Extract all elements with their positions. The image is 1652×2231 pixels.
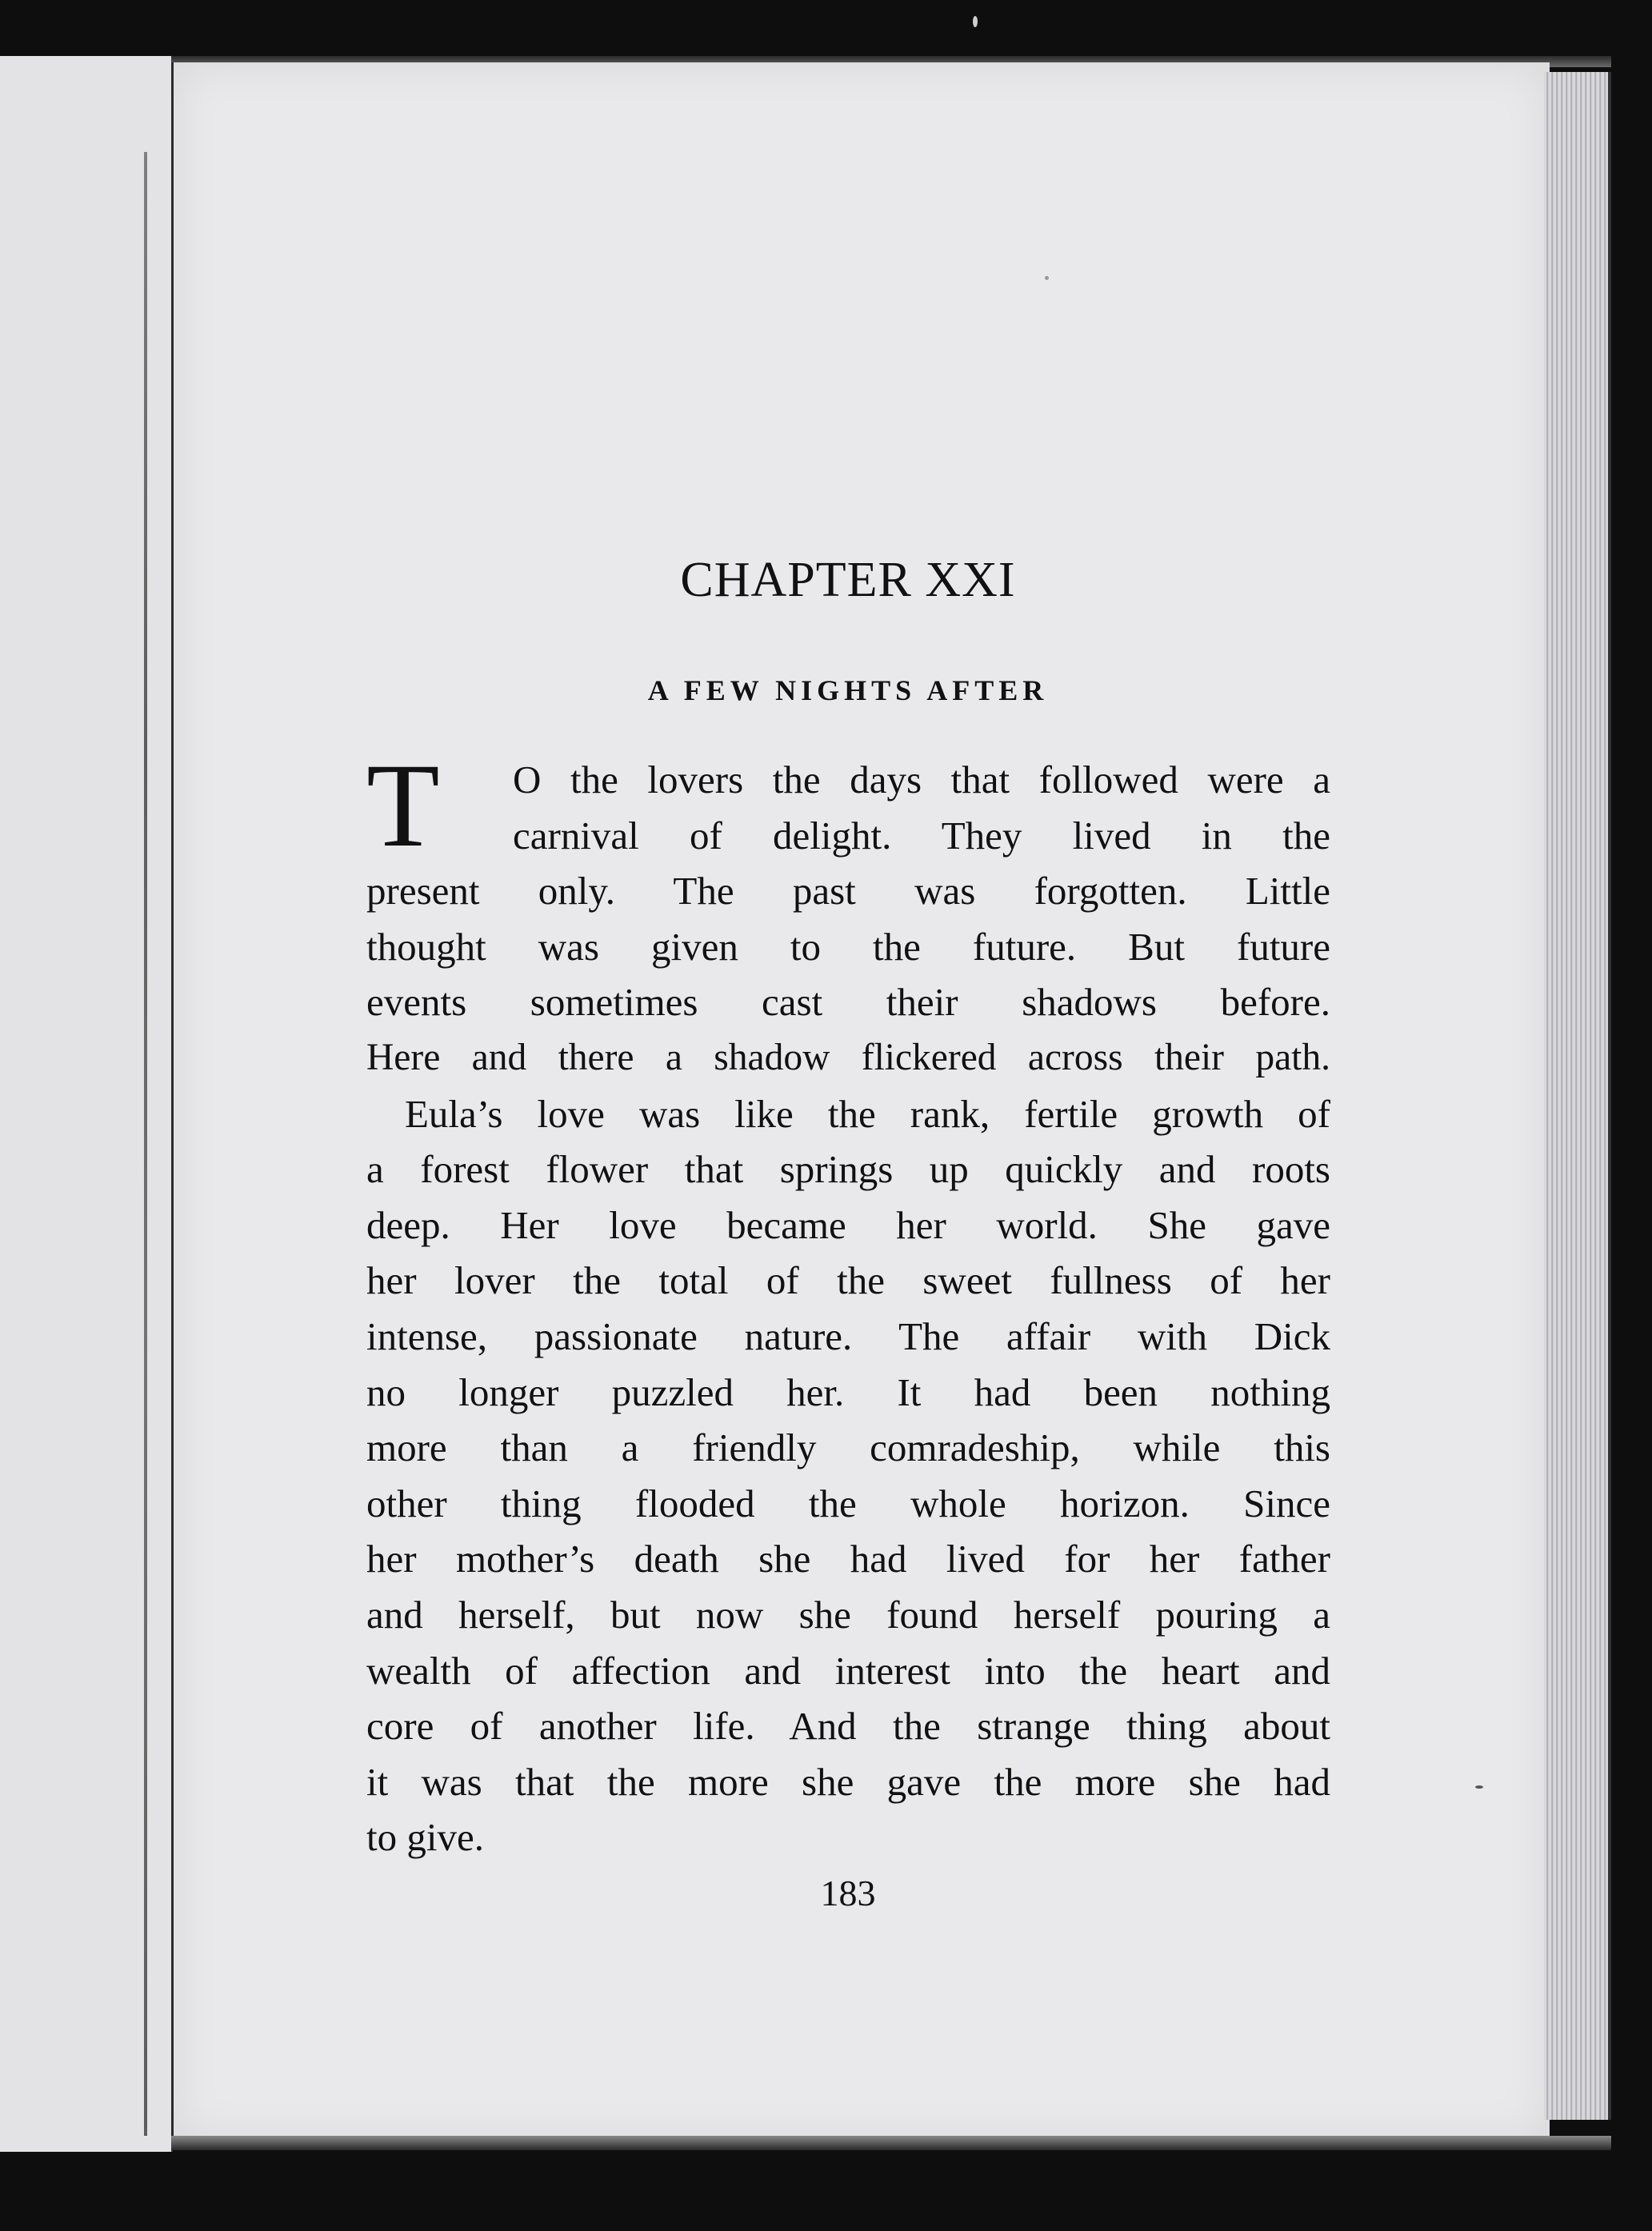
text-line: her lover the total of the sweet fullness of her	[366, 1258, 1330, 1303]
text-line: present only. The past was forgotten. Little	[366, 869, 1330, 914]
chapter-subtitle: A FEW NIGHTS AFTER	[647, 674, 1049, 706]
text-line: wealth of affection and interest into the heart and	[366, 1648, 1330, 1693]
dust-speck	[1045, 276, 1049, 280]
binding-shadow	[144, 152, 147, 2136]
page-edges	[1544, 72, 1611, 2120]
page-bottom-edge	[171, 2136, 1611, 2150]
text-line: core of another life. And the strange thing about	[366, 1704, 1330, 1749]
text-line: a forest flower that springs up quickly and roots	[366, 1147, 1330, 1192]
text-line: intense, passionate nature. The affair with Dick	[366, 1313, 1330, 1358]
text-line: it was that the more she gave the more she had	[366, 1759, 1330, 1804]
text-line: events sometimes cast their shadows before.	[366, 980, 1330, 1025]
text-line: Here and there a shadow flickered across their path.	[366, 1036, 1330, 1078]
text-line: and herself, but now she found herself pouring a	[366, 1592, 1330, 1637]
text-line: her mother’s death she had lived for her father	[366, 1537, 1330, 1581]
text-line: to give.	[366, 1815, 484, 1860]
dust-speck	[1475, 1785, 1483, 1789]
binding-gutter	[0, 56, 173, 2152]
page-number: 183	[820, 1873, 876, 1913]
text-line: thought was given to the future. But future	[366, 924, 1330, 969]
drop-cap: T	[366, 739, 440, 872]
text-line: deep. Her love became her world. She gave	[366, 1202, 1330, 1247]
text-line: other thing flooded the whole horizon. Since	[366, 1481, 1330, 1525]
text-line: more than a friendly comradeship, while this	[366, 1425, 1330, 1470]
dust-speck	[973, 16, 978, 27]
text-line: no longer puzzled her. It had been nothing	[366, 1369, 1330, 1414]
text-line: carnival of delight. They lived in the	[513, 813, 1330, 858]
body-text	[366, 752, 1330, 1865]
chapter-title: CHAPTER XXI	[680, 553, 1016, 607]
text-line: O the lovers the days that followed were a	[513, 758, 1330, 802]
text-line: Eula’s love was like the rank, fertile growth of	[405, 1091, 1330, 1136]
